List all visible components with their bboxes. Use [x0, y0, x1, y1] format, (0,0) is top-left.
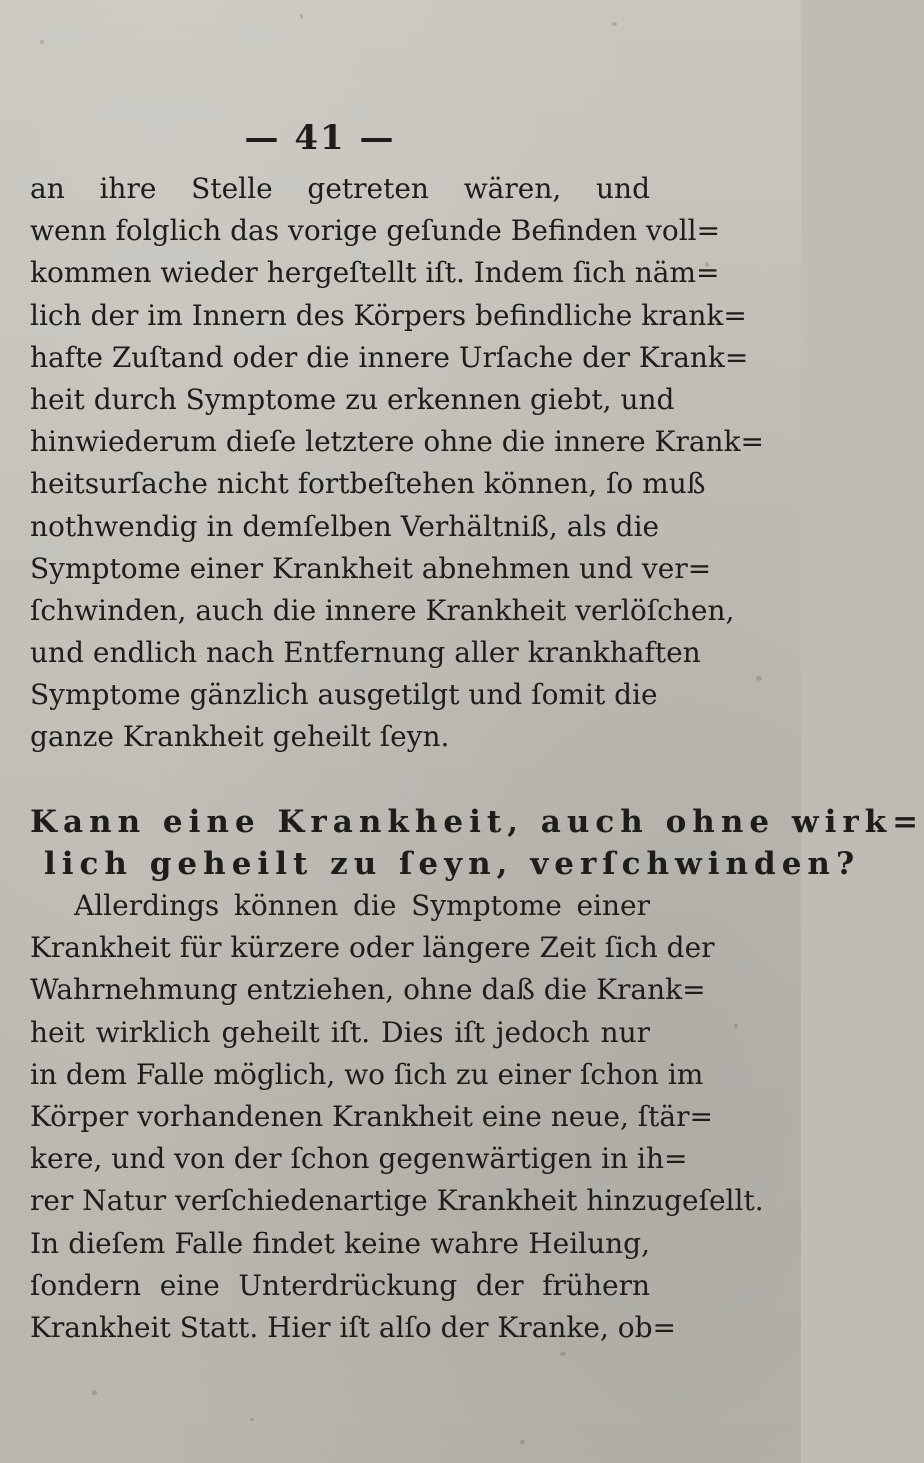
text-line: ganze Krankheit geheilt ſeyn. [30, 720, 450, 754]
paper-speckle [92, 1390, 97, 1395]
text-line: und endlich nach Entfernung aller krankhaften [30, 636, 701, 670]
text-line: wenn folglich das vorige geſunde Befinden voll= [30, 214, 721, 248]
section-question-heading: Kann eine Krankheit, auch ohne wirk= [30, 803, 924, 840]
text-line: in dem Falle möglich, wo ſich zu einer ſchon im [30, 1057, 704, 1091]
text-line: hafte Zuſtand oder die innere Urſache der Krank= [30, 340, 749, 374]
text-line: heit wirklich geheilt iſt. Dies iſt jedoch nur [30, 1015, 650, 1049]
text-line: In dieſem Falle findet keine wahre Heilung, [30, 1226, 650, 1260]
text-line: kere, und von der ſchon gegenwärtigen in ih= [30, 1142, 688, 1176]
text-line: lich der im Innern des Körpers befindliche krank= [30, 298, 747, 332]
text-line: Symptome einer Krankheit abnehmen und ver= [30, 551, 712, 585]
body-text [30, 168, 924, 1349]
text-line: Wahrnehmung entziehen, ohne daß die Krank= [30, 973, 706, 1007]
paper-speckle [300, 14, 303, 19]
text-line: Symptome gänzlich ausgetilgt und ſomit die [30, 678, 658, 712]
text-line: kommen wieder hergeſtellt iſt. Indem ſich näm= [30, 256, 720, 290]
text-line: Körper vorhandenen Krankheit eine neue, ſtär= [30, 1099, 713, 1133]
paragraph-gap [30, 759, 650, 801]
page-number: — 41 — [244, 118, 396, 158]
text-line: Krankheit Statt. Hier iſt alſo der Kranke, ob= [30, 1310, 676, 1344]
section-question-heading: lich geheilt zu ſeyn, verſchwinden? [44, 845, 861, 882]
text-line: rer Natur verſchiedenartige Krankheit hinzugeſellt. [30, 1184, 764, 1218]
paper-speckle [734, 1024, 738, 1028]
paper-speckle [756, 676, 762, 681]
text-line: Allerdings können die Symptome einer [74, 889, 650, 922]
text-line: heitsurſache nicht fortbeſtehen können, ſo muß [30, 467, 706, 501]
paper-speckle [612, 22, 617, 26]
text-line: an ihre Stelle getreten wären, und [30, 172, 650, 205]
text-line: hinwiederum dieſe letztere ohne die innere Krank= [30, 425, 765, 459]
paper-speckle [560, 1352, 566, 1356]
text-line: ſondern eine Unterdrückung der frühern [30, 1268, 650, 1302]
paper-speckle [250, 1418, 254, 1421]
paper-speckle [40, 40, 44, 44]
text-line: heit durch Symptome zu erkennen giebt, und [30, 382, 675, 416]
text-line: nothwendig in demſelben Verhältniß, als die [30, 509, 660, 543]
text-line: Krankheit für kürzere oder längere Zeit ſich der [30, 931, 715, 965]
paper-speckle [520, 1440, 525, 1444]
text-line: ſchwinden, auch die innere Krankheit verlöſchen, [30, 593, 735, 627]
